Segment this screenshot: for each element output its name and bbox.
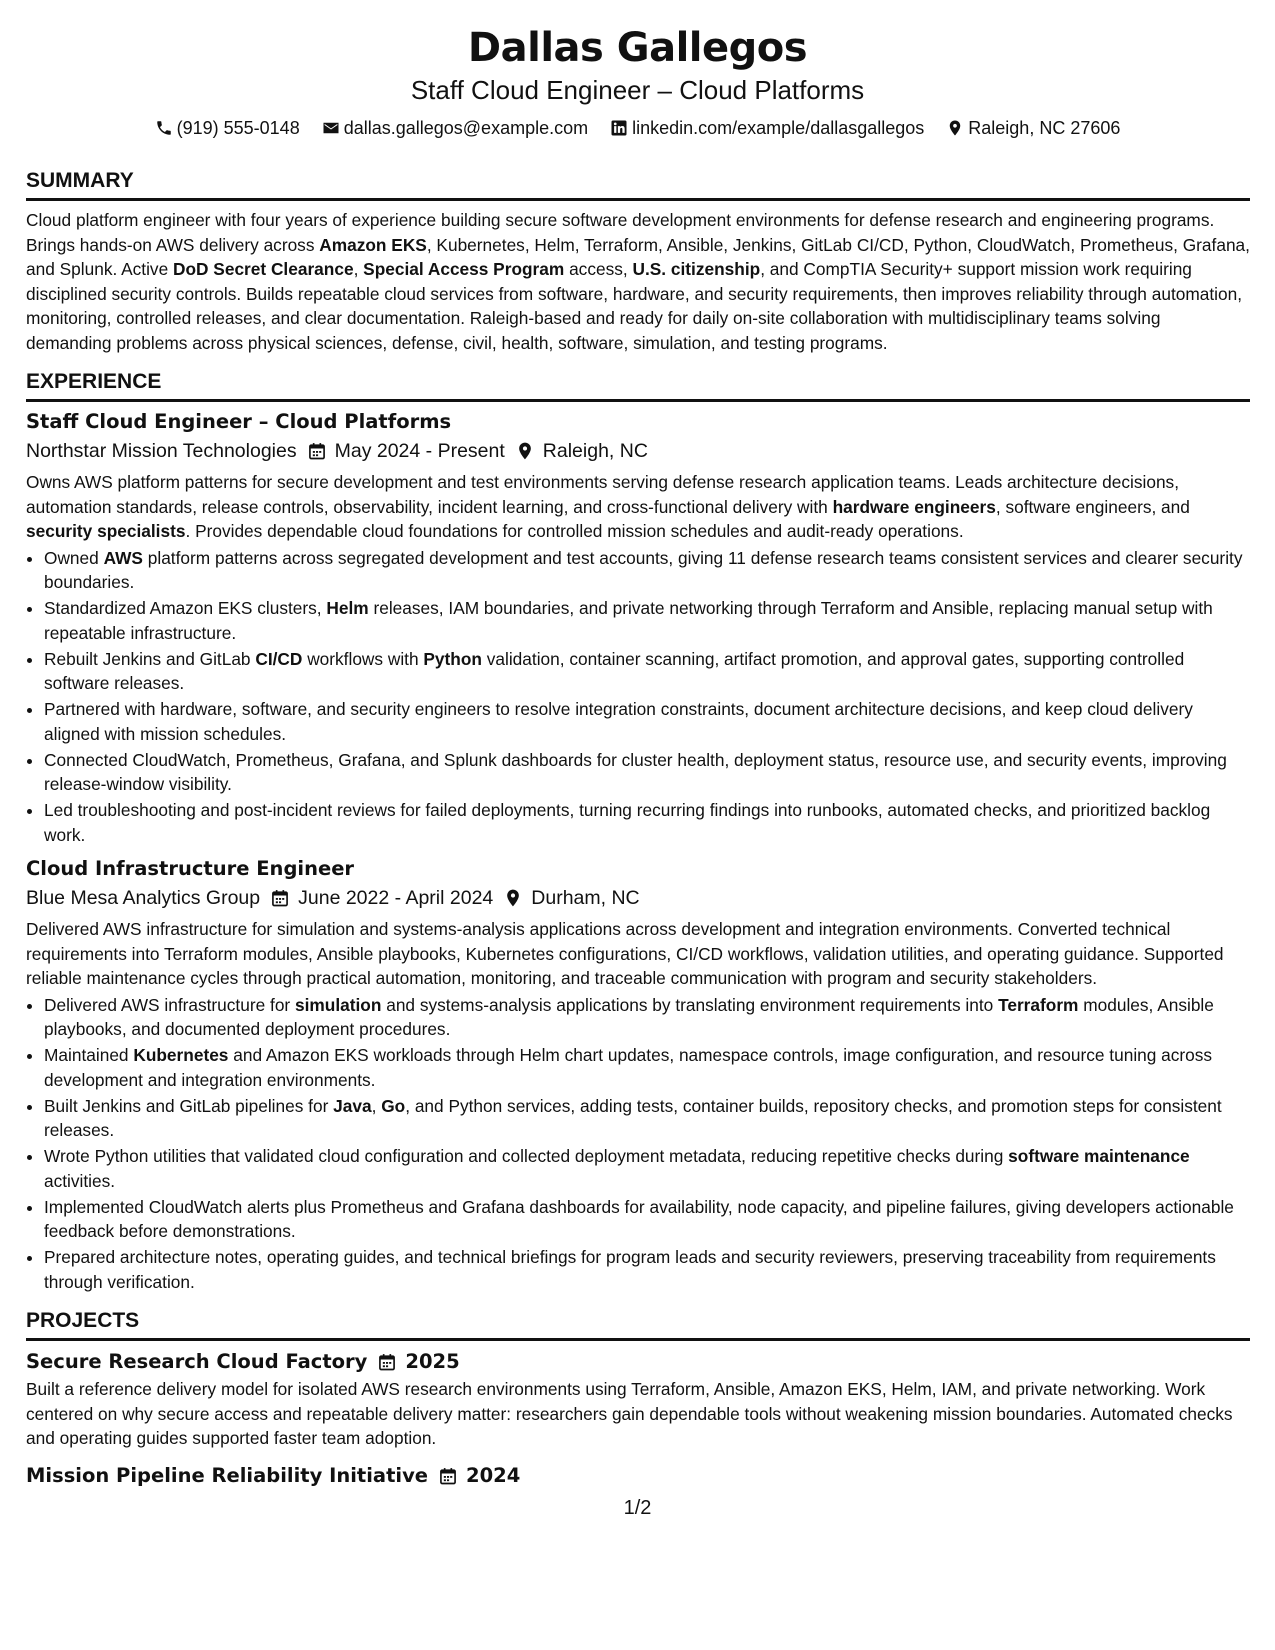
projects-heading: PROJECTS [26, 1308, 1250, 1341]
job-company: Northstar Mission Technologies [26, 440, 297, 462]
calendar-icon [270, 888, 290, 908]
linkedin-text: linkedin.com/example/dallasgallegos [632, 118, 925, 138]
job-description: Delivered AWS infrastructure for simulation and systems-analysis applications across development and integration environments. Converted technical requirements into Terraform modules, Ansible playbooks, Kubernetes configurations, CI/CD workflows, validation utilities, and operating guidance. Supported reliable maintenance cycles through practical automation, monitoring, and traceable communication with program and security stakeholders. [26, 919, 1224, 988]
project-name: Mission Pipeline Reliability Initiative [26, 1463, 429, 1487]
project-year-text: 2025 [405, 1350, 460, 1373]
job-description: Owns AWS platform patterns for secure development and test environments serving defense research application teams. Leads architecture decisions, automation standards, release controls, observability, incident learning, and cross-functional delivery with hardware engineers, software engineers, and security specialists. Provides dependable cloud foundations for controlled mission schedules and audit-ready operations. [26, 472, 1190, 541]
phone-text: (919) 555-0148 [176, 118, 300, 138]
job-meta [26, 436, 1250, 466]
job-title: Staff Cloud Engineer – Cloud Platforms [26, 410, 452, 433]
location-text: Raleigh, NC 27606 [968, 118, 1121, 138]
job-title: Cloud Infrastructure Engineer [26, 857, 355, 880]
job-company: Blue Mesa Analytics Group [26, 887, 261, 909]
job-location-text: Raleigh, NC [542, 440, 648, 462]
resume-content [26, 168, 1250, 1491]
list-item: • Connected CloudWatch, Prometheus, Grafana, and Splunk dashboards for cluster health, deployment status, resource use, and security events, improving release-window visibility. [44, 748, 1250, 797]
candidate-name: Dallas Gallegos [467, 25, 808, 71]
contact-email[interactable] [322, 116, 588, 140]
list-item: • Wrote Python utilities that validated cloud configuration and collected deployment metadata, reducing repetitive checks during software maintenance activities. [44, 1144, 1250, 1193]
job-entry [26, 855, 1250, 1294]
project-entry [26, 1347, 1250, 1451]
list-item: • Owned AWS platform patterns across segregated development and test accounts, giving 11 defense research teams consistent services and clearer security boundaries. [44, 546, 1250, 595]
list-item: • Partnered with hardware, software, and security engineers to resolve integration constraints, document architecture decisions, and keep cloud delivery aligned with mission schedules. [44, 697, 1250, 746]
contact-location [946, 116, 1120, 140]
contact-phone[interactable] [155, 116, 300, 140]
experience-heading: EXPERIENCE [26, 369, 1250, 402]
contact-linkedin[interactable] [610, 116, 924, 140]
map-pin-icon [946, 119, 964, 137]
job-dates [270, 883, 493, 913]
job-dates-text: May 2024 - Present [334, 440, 505, 462]
project-header [26, 1347, 1250, 1377]
job-bullets [26, 993, 1250, 1295]
project-entry [26, 1461, 1250, 1491]
job-meta [26, 883, 1250, 913]
linkedin-icon [610, 119, 628, 137]
email-text: dallas.gallegos@example.com [343, 118, 589, 138]
calendar-icon [307, 441, 327, 461]
job-dates-text: June 2022 - April 2024 [298, 887, 494, 909]
list-item: • Implemented CloudWatch alerts plus Prometheus and Grafana dashboards for availability, node capacity, and pipeline failures, giving developers actionable feedback before demonstrations. [44, 1195, 1250, 1244]
job-bullets [26, 546, 1250, 848]
list-item: • Maintained Kubernetes and Amazon EKS workloads through Helm chart updates, namespace controls, image configuration, and resource tuning across development and integration environments. [44, 1043, 1250, 1092]
job-entry [26, 408, 1250, 847]
phone-icon [155, 119, 173, 137]
list-item: • Built Jenkins and GitLab pipelines for Java, Go, and Python services, adding tests, container builds, repository checks, and promotion steps for consistent releases. [44, 1094, 1250, 1143]
project-description: Built a reference delivery model for isolated AWS research environments using Terraform, Ansible, Amazon EKS, Helm, IAM, and private networking. Work centered on why secure access and repeatable delivery matter: researchers gain dependable tools without weakening mission boundaries. Automated checks and operating guides supported faster team adoption. [26, 1379, 1233, 1448]
page-number: 1/2 [623, 1497, 652, 1519]
job-location-text: Durham, NC [531, 887, 640, 909]
list-item: • Standardized Amazon EKS clusters, Helm releases, IAM boundaries, and private networking through Terraform and Ansible, replacing manual setup with repeatable infrastructure. [44, 596, 1250, 645]
resume-header [0, 22, 1275, 140]
calendar-icon [438, 1466, 458, 1486]
envelope-icon [322, 119, 340, 137]
candidate-title: Staff Cloud Engineer – Cloud Platforms [410, 75, 865, 105]
job-location [515, 436, 648, 466]
list-item: • Led troubleshooting and post-incident reviews for failed deployments, turning recurring findings into runbooks, automated checks, and prioritized backlog work. [44, 798, 1250, 847]
project-year [438, 1461, 520, 1491]
project-year [377, 1347, 459, 1377]
project-name: Secure Research Cloud Factory [26, 1350, 368, 1373]
summary-text: Cloud platform engineer with four years of experience building secure software development environments for defense research and engineering programs. Brings hands-on AWS delivery across Amazon EKS, Kubernetes, Helm, Terraform, Ansible, Jenkins, GitLab CI/CD, Python, CloudWatch, Prometheus, Grafana, and Splunk. Active DoD Secret Clearance, Special Access Program access, U.S. citizenship, and CompTIA Security+ support mission work requiring disciplined security controls. Builds repeatable cloud services from software, hardware, and security requirements, then improves reliability through automation, monitoring, controlled releases, and clear documentation. Raleigh-based and ready for daily on-site collaboration with multidisciplinary teams solving demanding problems across physical sciences, defense, civil, health, software, simulation, and testing programs. [26, 210, 1250, 353]
summary-section [26, 208, 1250, 355]
job-location [503, 883, 639, 913]
list-item: • Rebuilt Jenkins and GitLab CI/CD workflows with Python validation, container scanning, artifact promotion, and approval gates, supporting controlled software releases. [44, 647, 1250, 696]
job-dates [307, 436, 505, 466]
summary-heading: SUMMARY [26, 168, 1250, 201]
project-header [26, 1461, 1250, 1491]
map-pin-icon [503, 888, 523, 908]
project-year-text: 2024 [466, 1463, 521, 1487]
map-pin-icon [515, 441, 535, 461]
list-item: • Prepared architecture notes, operating guides, and technical briefings for program leads and security reviewers, preserving traceability from requirements through verification. [44, 1245, 1250, 1294]
contact-bar [0, 116, 1275, 140]
list-item: • Delivered AWS infrastructure for simulation and systems-analysis applications by translating environment requirements into Terraform modules, Ansible playbooks, and documented deployment procedures. [44, 993, 1250, 1042]
calendar-icon [377, 1352, 397, 1372]
